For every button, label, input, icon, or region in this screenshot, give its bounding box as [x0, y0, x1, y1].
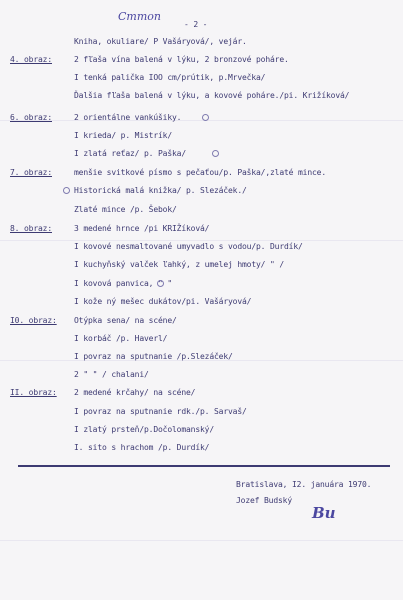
item-line: 2 orientálne vankúšiky. [74, 113, 182, 122]
check-circle-icon [63, 187, 70, 194]
item-line: Historická malá knižka/ p. Slezáček./ [74, 186, 247, 195]
background-rule [0, 540, 403, 541]
check-circle-icon [212, 150, 219, 157]
item-line: menšie svitkové písmo s pečaťou/p. Paška/,zlaté mince. [74, 168, 326, 177]
item-line: 3 medené hrnce /pi KRIŽíková/ [74, 224, 210, 233]
item-line: I kože ný mešec dukátov/pi. Vašáryová/ [74, 297, 252, 306]
item-line: 2 medené krčahy/ na scéne/ [74, 388, 196, 397]
section-label: II. obraz: [10, 388, 57, 397]
item-line: I povraz na sputnanie rdk./p. Sarvaš/ [74, 407, 247, 416]
divider [18, 465, 390, 467]
item-line: Ďalšia fľaša balená v lýku, a kovové poháre./pi. Križíková/ [74, 91, 350, 100]
item-line: I kovové nesmaltované umyvadlo s vodou/p. Durdík/ [74, 242, 303, 251]
item-line: I. sito s hrachom /p. Durdík/ [74, 443, 210, 452]
item-line: I povraz na sputnanie /p.Slezáček/ [74, 352, 233, 361]
place-date: Bratislava, I2. januára 1970. [236, 480, 372, 489]
item-line: I tenká palička IOO cm/prútik, p.Mrvečka/ [74, 73, 266, 82]
item-line: I kovová panvica, " " [74, 279, 172, 288]
item-line: I krieda/ p. Mistrík/ [74, 131, 172, 140]
author-name: Jozef Budský [236, 496, 292, 505]
section-label: 7. obraz: [10, 168, 52, 177]
handwritten-note: Cmmon [118, 10, 161, 23]
item-line: I zlatá reťaz/ p. Paška/ [74, 149, 186, 158]
section-label: 6. obraz: [10, 113, 52, 122]
item-line: 2 " " / chalani/ [74, 370, 149, 379]
section-label: 8. obraz: [10, 224, 52, 233]
background-rule [0, 120, 403, 121]
check-circle-icon [157, 280, 164, 287]
item-line: Zlaté mince /p. Šebok/ [74, 205, 177, 214]
section-label: 4. obraz: [10, 55, 52, 64]
item-line: I korbáč /p. Haverl/ [74, 334, 168, 343]
check-circle-icon [202, 114, 209, 121]
signature: Bu [312, 504, 336, 522]
item-line: 2 fľaša vína balená v lýku, 2 bronzové poháre. [74, 55, 289, 64]
item-line: Kniha, okuliare/ P Vašáryová/, vejár. [74, 37, 247, 46]
item-line: Otýpka sena/ na scéne/ [74, 316, 177, 325]
page-number: - 2 - [184, 20, 208, 29]
section-label: I0. obraz: [10, 316, 57, 325]
item-line: I kuchyňský valček ľahký, z umelej hmoty/ " / [74, 260, 284, 269]
item-line: I zlatý prsteň/p.Dočolomanský/ [74, 425, 214, 434]
background-rule [0, 240, 403, 241]
